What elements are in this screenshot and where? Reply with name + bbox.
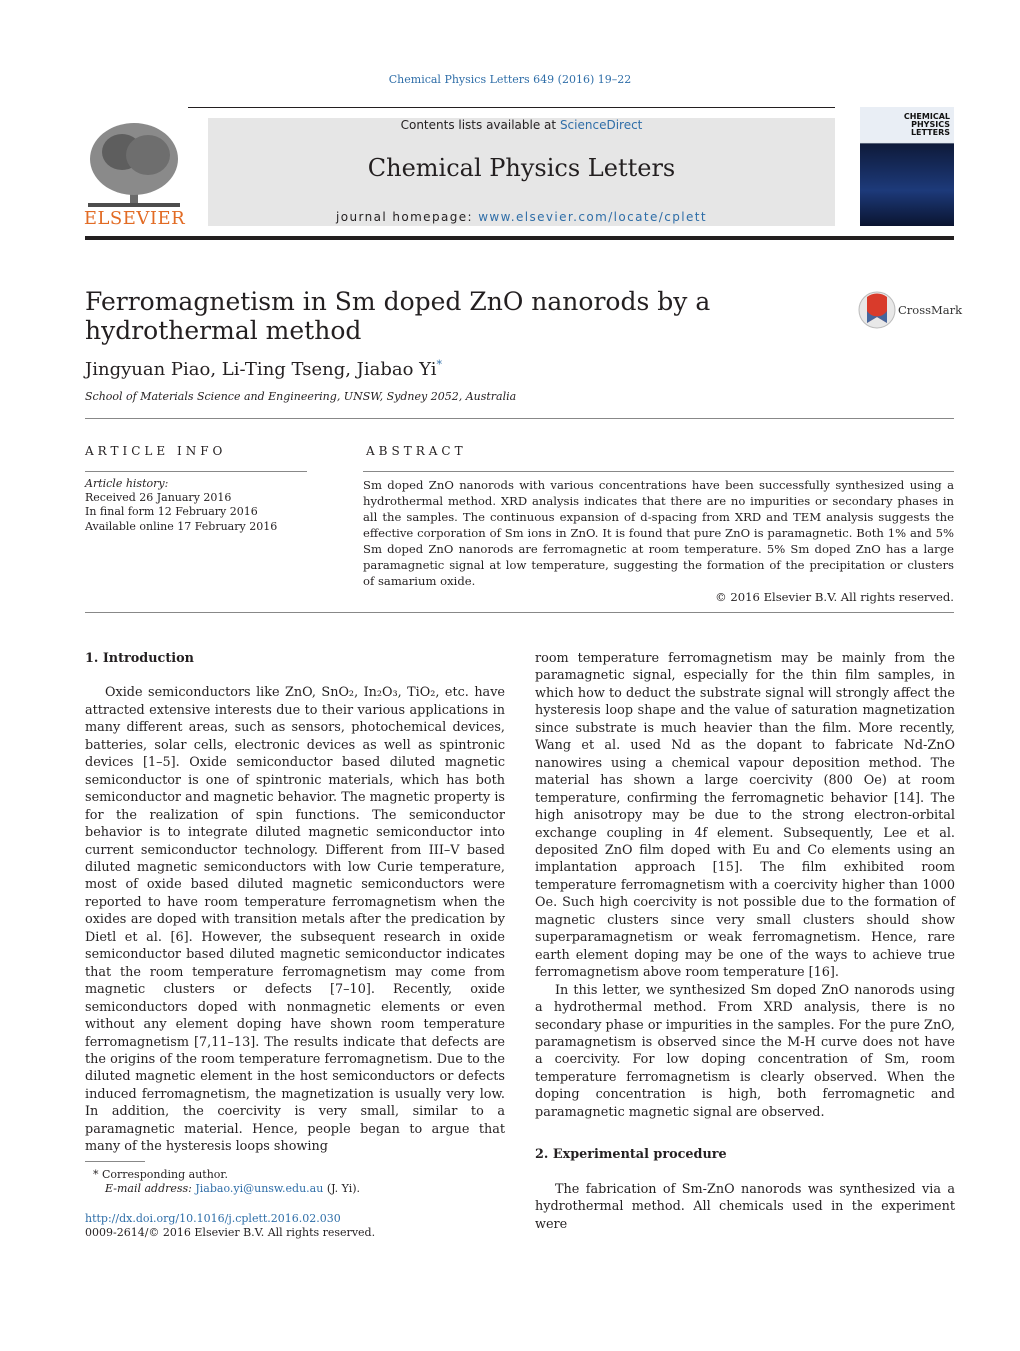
- spacer: [535, 1164, 955, 1181]
- paragraph: room temperature ferromagnetism may be mainly from the paramagnetic signal, especially for the thin film samples, in which how to deduct the substrate signal will strongly affect the hysteresis loop shape and the value of saturation magnetization since substrate is much heavier than the film. More recently, Wang et al. used Nd as the dopant to fabricate Nd-ZnO nanowires using a chemical vapour deposition method. The material has shown a large coercivity (800 Oe) at room temperature, confirming the ferromagnetic behavior [14]. The high anisotropy may be due to the strong electron-orbital exchange coupling in 4f element. Subsequently, Lee et al. deposited ZnO film doped with Eu and Co elements using an implantation approach [15]. The film exhibited room temperature ferromagnetism with a coercivity higher than 1000 Oe. Such high coercivity is not possible due to the formation of magnetic clusters since very small clusters should show superparamagnetism or weak ferromagnetism. Hence, rare earth element doping may be one of the ways to achieve true ferromagnetism above room temperature [16].: [535, 651, 955, 981]
- homepage-link[interactable]: www.elsevier.com/locate/cplett: [478, 210, 707, 224]
- cover-title: [904, 113, 950, 137]
- abstract-copyright: © 2016 Elsevier B.V. All rights reserved.: [715, 590, 954, 604]
- journal-name: Chemical Physics Letters: [367, 154, 676, 182]
- authors-text: Jingyuan Piao, Li-Ting Tseng, Jiabao Yi: [85, 359, 437, 380]
- crossmark-badge[interactable]: [858, 291, 963, 331]
- body-column-left: [85, 650, 505, 1156]
- journal-citation[interactable]: Chemical Physics Letters 649 (2016) 19–22: [388, 73, 632, 86]
- cover-title-line: LETTERS: [910, 128, 950, 137]
- cover-title-line: PHYSICS: [911, 120, 950, 129]
- elsevier-logo[interactable]: [82, 117, 187, 227]
- abstract-body: [363, 477, 954, 605]
- body-column-right: [535, 650, 955, 1233]
- contents-line: [208, 118, 835, 132]
- author-list: [85, 358, 442, 380]
- issn-copyright: 0009-2614/© 2016 Elsevier B.V. All rights reserved.: [85, 1226, 376, 1239]
- header-thick-rule: [85, 236, 954, 240]
- corresponding-footnote: [85, 1168, 513, 1196]
- elsevier-wordmark: ELSEVIER: [83, 208, 186, 229]
- corresponding-author-mark[interactable]: *: [436, 358, 443, 371]
- email-suffix: (J. Yi).: [323, 1182, 361, 1195]
- abstract-text: Sm doped ZnO nanorods with various concentrations have been successfully synthesized using a hydrothermal method. XRD analysis indicates that there are no impurities or secondary phases in all the samples. The continuous expansion of d-spacing from XRD and TEM analysis suggests the effective corporation of Sm ions in ZnO. It is found that pure ZnO is paramagnetic. Both 1% and 5% Sm doped ZnO nanorods are ferromagnetic at room temperature. 5% Sm doped ZnO has a large paramagnetic signal at low temperature, suggesting the formation of the precipitation or clusters of samarium oxide.: [363, 478, 954, 588]
- crossmark-icon: [858, 291, 898, 331]
- article-title: Ferromagnetism in Sm doped ZnO nanorods by a hydrothermal method: [85, 287, 711, 345]
- header-rule: [188, 107, 835, 108]
- abstract-bottom-rule: [85, 612, 954, 613]
- doi-block: [85, 1212, 505, 1240]
- available-online-date: Available online 17 February 2016: [85, 519, 278, 533]
- journal-cover-image[interactable]: [860, 107, 954, 226]
- paragraph: Oxide semiconductors like ZnO, SnO₂, In₂O₃, TiO₂, etc. have attracted extensive interests due to their various applications in many different areas, such as sensors, photochemical devices, batteries, solar cells, electronic devices as well as spintronic devices [1–5]. Oxide semiconductor based diluted magnetic semiconductor is one of spintronic materials, which has both semiconductor and magnetic behavior. The magnetic property is for the realization of spin functions. The semiconductor behavior is to integrate diluted magnetic semiconductor into current semiconductor technology. Different from III–V based diluted magnetic semiconductors with low Curie temperature, most of oxide based diluted magnetic semiconductors were reported to have room temperature ferromagnetism when the oxides are doped with transition metals after the predication by Dietl et al. [6]. However, the subsequent research in oxide semiconductor based diluted magnetic semiconductor indicates that the room temperature ferromagnetism may come from magnetic clusters or defects [7–10]. Recently, oxide semiconductors doped with nonmagnetic elements or even without any element doping have shown room temperature ferromagnetism [7,11–13]. The results indicate that defects are the origins of the room temperature ferromagnetism. Due to the diluted magnetic element in the host semiconductors or defects induced ferromagnetism, the magnetization is usually very low. In addition, the coercivity is very small, similar to a paramagnetic material. Hence, people began to argue that many of the hysteresis loops showing: [85, 685, 505, 1155]
- contents-prefix: Contents lists available at: [400, 118, 560, 132]
- article-info-rule: [85, 471, 307, 472]
- history-label: Article history:: [85, 477, 169, 490]
- paragraph: In this letter, we synthesized Sm doped ZnO nanorods using a hydrothermal method. From XRD analysis, there is no secondary phase or impurities in the samples. For the pure ZnO, paramagnetism is observed since the M-H curve does not have a coercivity. For low doping concentration of Sm, room temperature ferromagnetism is clearly observed. When the doping concentration is high, both ferromagnetic and paramagnetic magnetic signal are observed.: [535, 982, 955, 1120]
- abstract-rule: [363, 471, 954, 472]
- article-history: [85, 477, 310, 534]
- final-form-date: In final form 12 February 2016: [85, 505, 258, 519]
- sciencedirect-link[interactable]: ScienceDirect: [559, 118, 643, 132]
- spacer: [535, 1121, 955, 1146]
- section-heading: 2. Experimental procedure: [535, 1147, 727, 1163]
- spacer: [85, 667, 505, 684]
- paragraph: The fabrication of Sm-ZnO nanorods was synthesized via a hydrothermal method. All chemicals used in the experiment were: [535, 1181, 955, 1232]
- footnote-rule: [85, 1161, 145, 1162]
- received-date: Received 26 January 2016: [85, 491, 232, 505]
- affiliation-rule: [85, 418, 954, 419]
- corresponding-label: * Corresponding author.: [93, 1168, 228, 1181]
- section-heading: 1. Introduction: [85, 651, 194, 666]
- crossmark-label: CrossMark: [898, 303, 963, 317]
- homepage-prefix: journal homepage:: [336, 210, 479, 224]
- article-info-heading: ARTICLE INFO: [85, 444, 227, 458]
- email-link[interactable]: Jiabao.yi@unsw.edu.au: [195, 1182, 324, 1195]
- affiliation: School of Materials Science and Engineering, UNSW, Sydney 2052, Australia: [85, 390, 517, 403]
- journal-banner: [208, 118, 835, 226]
- homepage-line: [208, 210, 835, 224]
- abstract-heading: ABSTRACT: [366, 444, 467, 458]
- email-line: [93, 1182, 513, 1196]
- doi-link[interactable]: http://dx.doi.org/10.1016/j.cplett.2016.02.030: [85, 1212, 341, 1225]
- email-label: E-mail address:: [105, 1182, 196, 1195]
- cover-title-line: CHEMICAL: [903, 112, 950, 121]
